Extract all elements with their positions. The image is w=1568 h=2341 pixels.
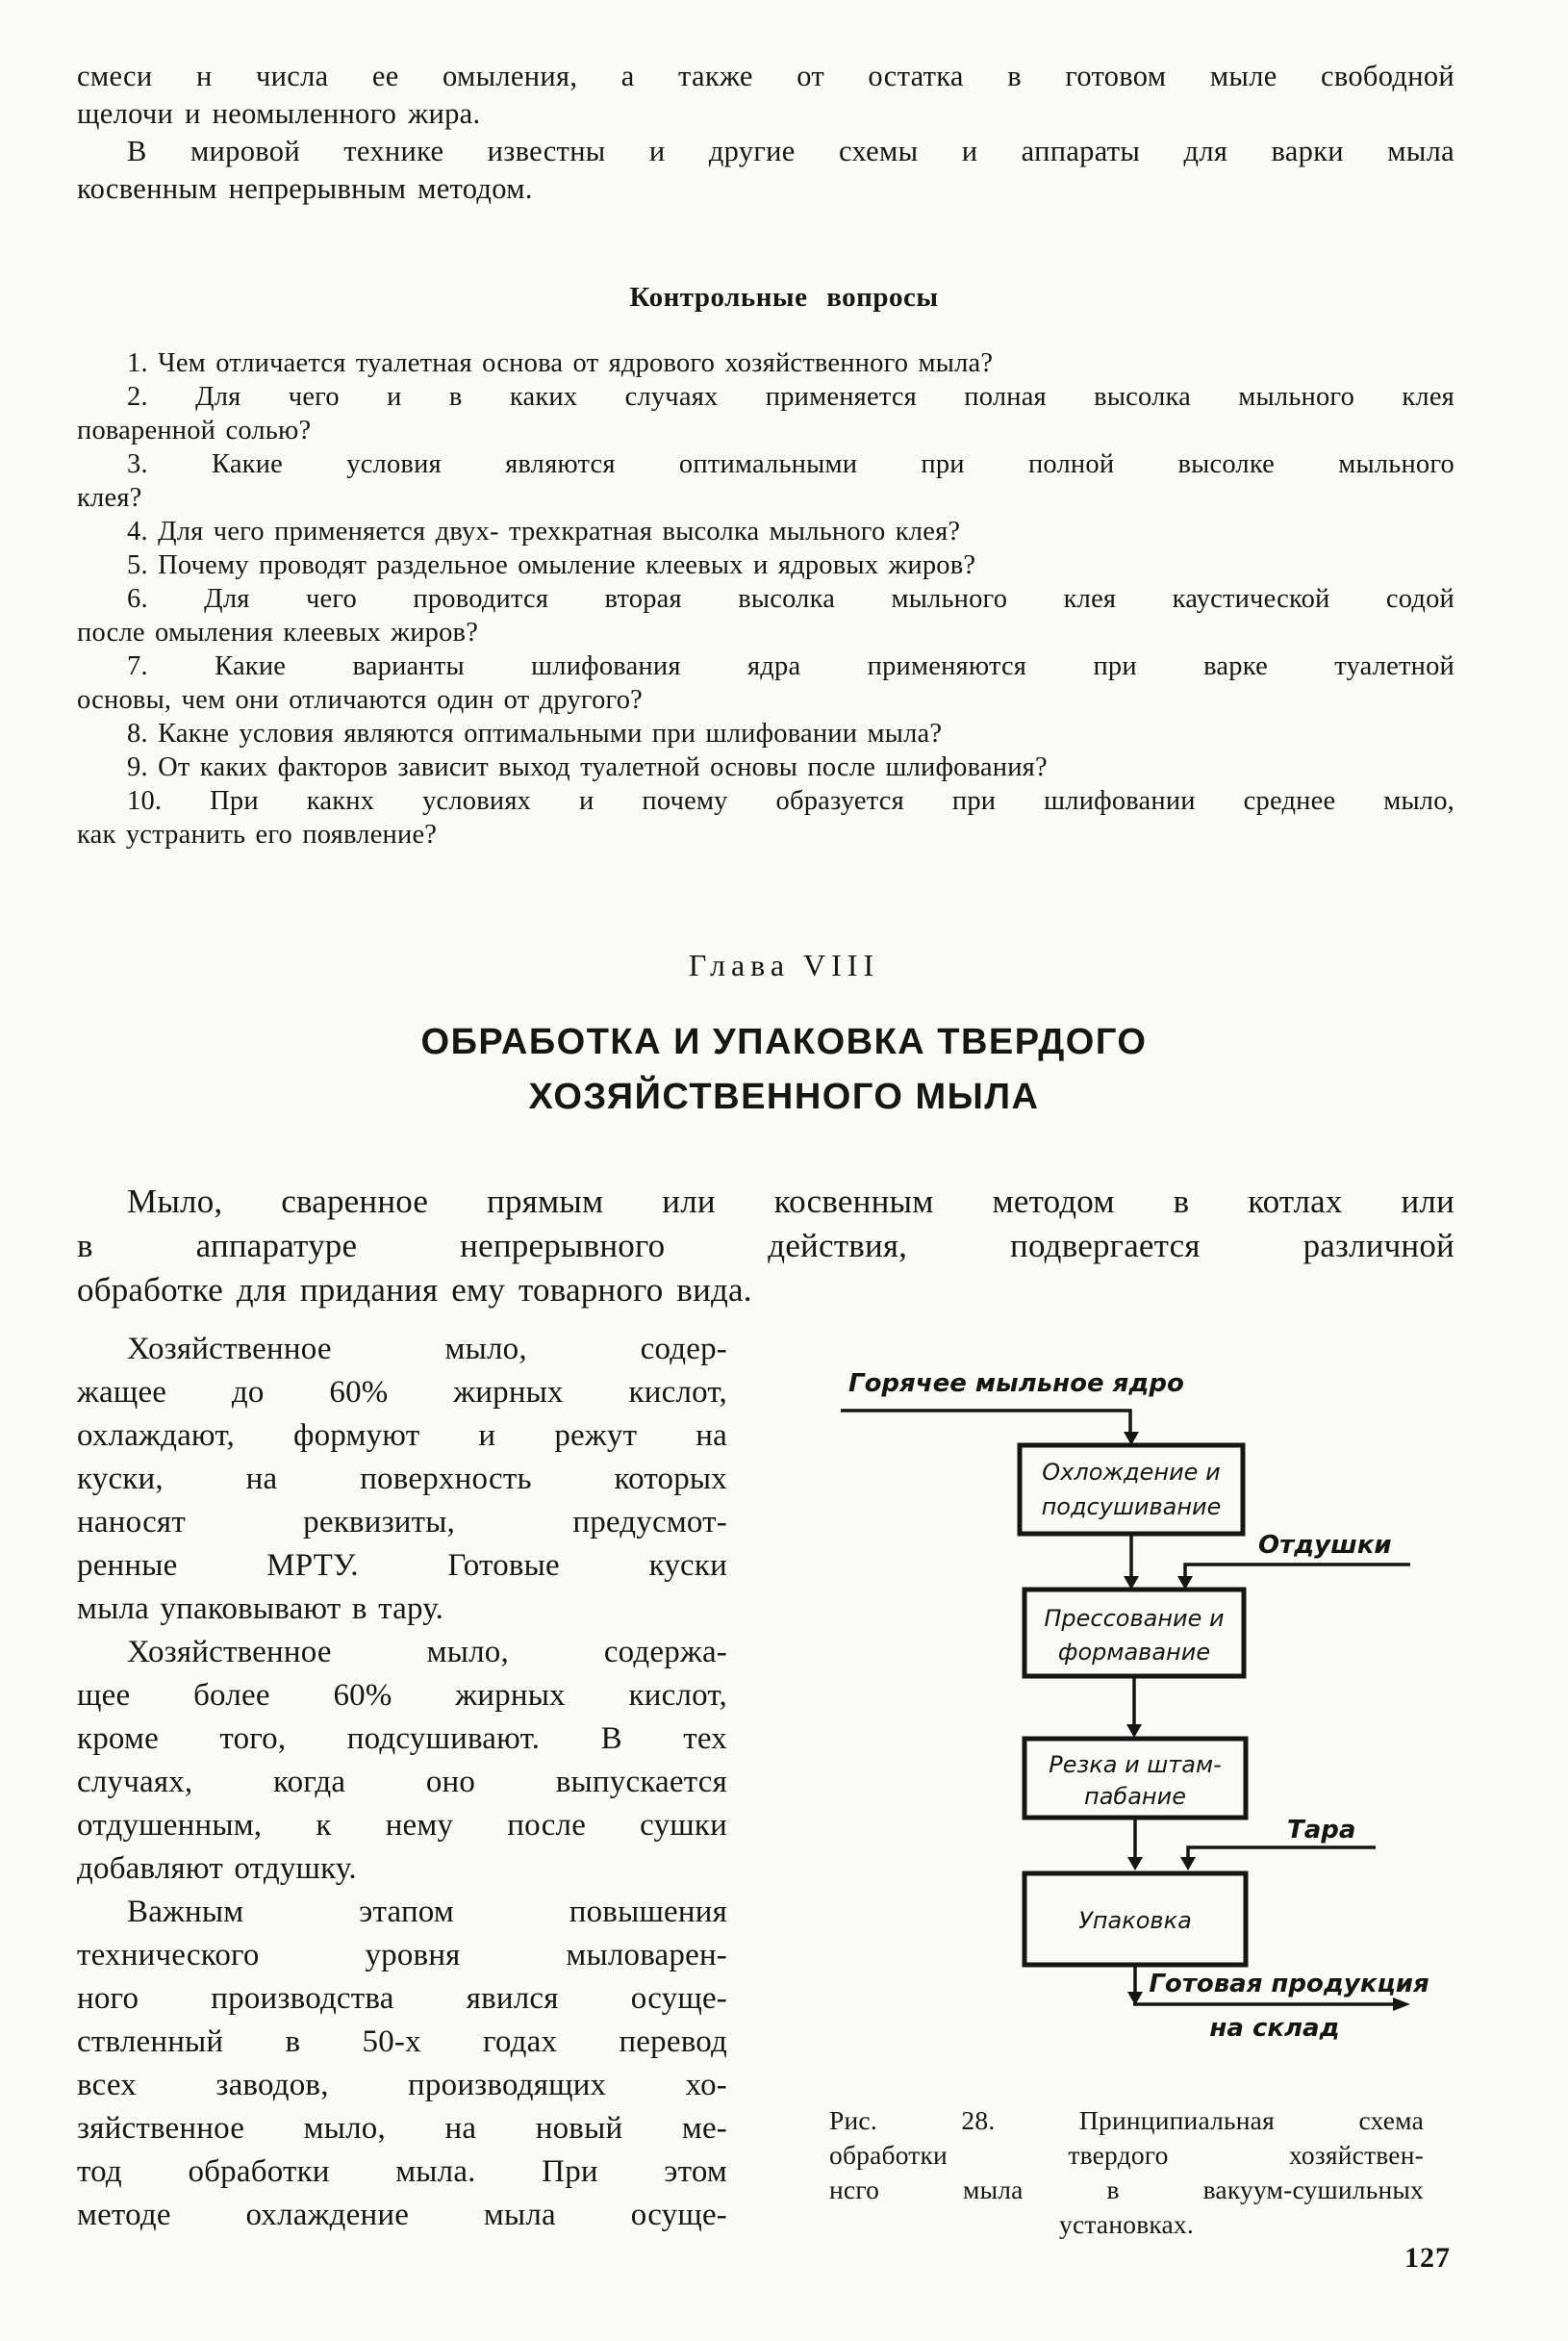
arrow-down-icon xyxy=(1180,1857,1196,1870)
question-line: 2. Для чего и в каких случаях применяется полная высолка мыльного клея xyxy=(127,382,1454,412)
text-line: косвенным непрерывным методом. xyxy=(77,172,533,205)
flow-box-cutting-label2: пабание xyxy=(1084,1783,1186,1810)
body-line: отдушенным, к нему после сушки xyxy=(77,1808,727,1843)
body-line: Хозяйственное мыло, содер- xyxy=(127,1332,727,1366)
question-line: клея? xyxy=(77,483,142,513)
flow-line-tara xyxy=(1188,1847,1376,1859)
question-line: поваренной солью? xyxy=(77,416,312,445)
question-line: 3. Какие условия являются оптимальными при полной высолке мыльного xyxy=(127,449,1454,479)
question-line: как устранить его появление? xyxy=(77,820,438,850)
flow-box-pressing-label1: Прессование и xyxy=(1044,1605,1225,1632)
question-line: 1. Чем отличается туалетная основа от ядрового хозяйственного мыла? xyxy=(127,348,994,378)
intro-paragraph xyxy=(77,1180,1454,1312)
chapter-title-line2: ХОЗЯЙСТВЕННОГО МЫЛА xyxy=(528,1077,1040,1117)
flow-box-cooling-label2: подсушивание xyxy=(1041,1493,1222,1520)
questions-list xyxy=(77,346,1454,852)
arrow-down-icon xyxy=(1127,1857,1143,1870)
caption-line: обработки твердого хозяйствен- xyxy=(829,2140,1424,2170)
text-line: В мировой технике известны и другие схемы и аппараты для варки мыла xyxy=(127,135,1454,167)
body-line: добавляют отдушку. xyxy=(77,1851,357,1886)
left-column xyxy=(77,1328,727,2237)
caption-line: нсго мыла в вакуум-сушильных xyxy=(829,2175,1424,2204)
question-line: 6. Для чего проводится вторая высолка мыльного клея каустической содой xyxy=(127,584,1454,614)
flow-input-label: Горячее мыльное ядро xyxy=(848,1369,1184,1398)
text-line: щелочи и неомыленного жира. xyxy=(77,97,481,130)
body-line: мыла упаковывают в тару. xyxy=(77,1591,444,1626)
body-line: методе охлаждение мыла осуще- xyxy=(77,2198,727,2232)
body-line: всех заводов, производящих хо- xyxy=(77,2068,727,2102)
body-line: Хозяйственное мыло, содержа- xyxy=(127,1635,727,1669)
flow-output-label-line2: на склад xyxy=(1209,2014,1340,2043)
question-line: 5. Почему проводят раздельное омыление клеевых и ядровых жиров? xyxy=(127,550,976,580)
question-line: 7. Какие варианты шлифования ядра применяются при варке туалетной xyxy=(127,651,1454,681)
flow-side-label-otdushki: Отдушки xyxy=(1258,1531,1392,1560)
arrow-right-icon xyxy=(1393,1997,1410,2011)
body-line: зяйственное мыло, на новый ме- xyxy=(77,2111,727,2146)
chapter-title-line1: ОБРАБОТКА И УПАКОВКА ТВЕРДОГО xyxy=(420,1022,1148,1062)
text-line: смеси н числа ее омыления, а также от остатка в готовом мыле свободной xyxy=(77,60,1454,92)
flow-box-packing-label: Упаковка xyxy=(1078,1907,1192,1934)
question-line: 4. Для чего применяется двух- трехкратная высолка мыльного клея? xyxy=(127,517,961,547)
flow-box-cooling-label1: Охлождение и xyxy=(1042,1459,1221,1486)
section-heading-control-questions: Контрольные вопросы xyxy=(629,282,939,313)
body-line: ствленный в 50-х годах перевод xyxy=(77,2024,727,2059)
body-line: ренные МРТУ. Готовые куски xyxy=(77,1548,727,1583)
body-line: ного производства явился осуще- xyxy=(77,1981,727,2016)
body-line: Важным этапом повышения xyxy=(127,1895,727,1929)
text-line: Мыло, сваренное прямым или косвенным методом в котлах или xyxy=(127,1183,1454,1220)
text-line: в аппаратуре непрерывного действия, подвергается различной xyxy=(77,1227,1454,1264)
body-line: технического уровня мыловарен- xyxy=(77,1938,727,1972)
page-number: 127 xyxy=(1404,2242,1451,2274)
question-line: 9. От каких факторов зависит выход туалетной основы после шлифования? xyxy=(127,752,1048,782)
body-line: случаях, когда оно выпускается xyxy=(77,1765,727,1799)
figure-caption xyxy=(829,2103,1424,2242)
flow-box-cutting-label1: Резка и штам- xyxy=(1049,1751,1222,1778)
question-line: после омыления клеевых жиров? xyxy=(77,618,479,648)
flow-line-input xyxy=(841,1411,1130,1438)
flow-line-otdushki xyxy=(1185,1565,1410,1578)
flow-side-label-tara: Тара xyxy=(1287,1816,1356,1845)
top-paragraph xyxy=(77,58,1454,208)
body-line: жащее до 60% жирных кислот, xyxy=(77,1375,727,1410)
question-line: основы, чем они отличаются один от другого? xyxy=(77,685,644,715)
caption-line: установках. xyxy=(1059,2209,1194,2239)
body-line: наносят реквизиты, предусмот- xyxy=(77,1505,727,1539)
flowchart-figure xyxy=(827,1349,1443,2061)
chapter-kicker: Глава VIII xyxy=(688,948,880,982)
flow-box-pressing-label2: формавание xyxy=(1057,1639,1211,1666)
body-line: кроме того, подсушивают. В тех xyxy=(77,1721,727,1756)
question-line: 10. При какнх условиях и почему образуется при шлифовании среднее мыло, xyxy=(127,786,1454,816)
question-line: 8. Какне условия являются оптимальными при шлифовании мыла? xyxy=(127,719,943,749)
flow-output-label-line1: Готовая продукция xyxy=(1149,1970,1429,1998)
body-line: тод обработки мыла. При этом xyxy=(77,2154,727,2189)
body-line: щее более 60% жирных кислот, xyxy=(77,1678,727,1713)
body-line: охлаждают, формуют и режут на xyxy=(77,1418,727,1453)
arrow-down-icon xyxy=(1126,1724,1142,1738)
caption-line: Рис. 28. Принципиальная схема xyxy=(829,2105,1424,2135)
text-line: обработке для придания ему товарного вида. xyxy=(77,1271,752,1309)
body-line: куски, на поверхность которых xyxy=(77,1462,727,1496)
